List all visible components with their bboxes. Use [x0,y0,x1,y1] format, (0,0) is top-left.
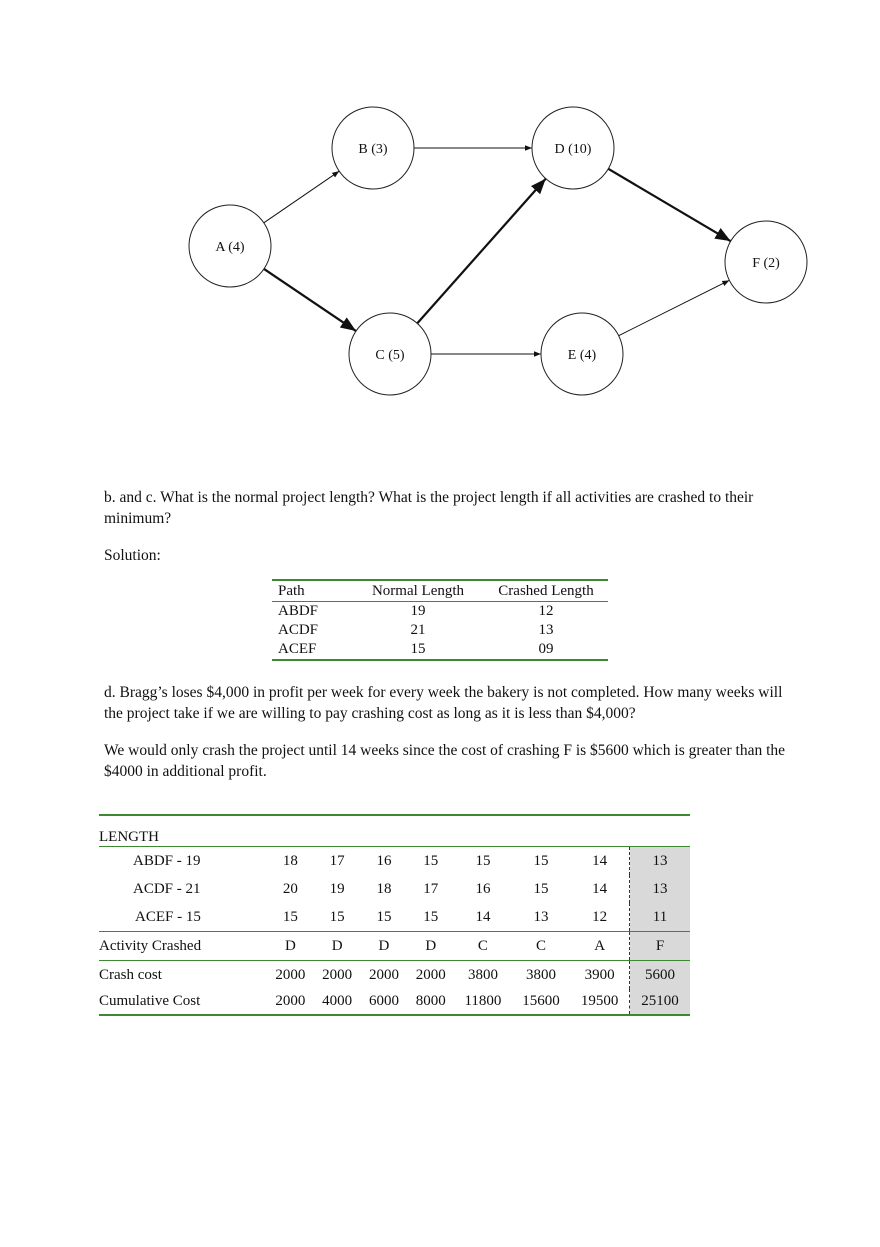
question-b-c: b. and c. What is the normal project length? What is the project length if all activities are crashed to their minimum? [104,489,754,527]
cell: C [512,932,570,961]
cell: 14 [475,908,491,925]
answer-d: We would only crash the project until 14 weeks since the cost of crashing F is $5600 which is greater than the $4000 in additional profit. [104,742,786,780]
path-length-table [272,579,608,661]
cell: 17 [329,852,345,869]
node-b [332,107,414,189]
cell: 15600 [512,989,570,1015]
question-d: d. Bragg’s loses $4,000 in profit per week for every week the bakery is not completed. How many weeks will the project take if we are willing to pay crashing cost as long as it is less than $4,000? [104,684,783,722]
node-label: B (3) [358,142,388,157]
crashed-length: 09 [484,640,608,660]
table-top-rule [99,815,690,828]
node-e [541,313,623,395]
node-label: F (2) [752,256,780,271]
length-header-row [99,828,690,847]
header-path: Path [272,580,352,602]
node-label: C (5) [375,348,405,363]
crash-cost-row [99,961,690,990]
cell: 18 [282,852,298,869]
node-label: E (4) [567,348,597,363]
project-network-diagram [0,0,880,440]
edge-a-b [264,171,339,223]
cell: 19500 [570,989,629,1015]
cell: 15 [329,908,345,925]
table-row [272,640,608,660]
cell: 2000 [267,989,314,1015]
path-label: ABDF - 19 [133,852,201,869]
cell: 15 [376,908,392,925]
cell-final: 5600 [630,961,691,990]
crash-schedule-table [99,814,690,1016]
cell: 2000 [415,966,446,983]
cell: D [267,932,314,961]
cell: 2000 [275,966,306,983]
path-name: ACDF [278,622,319,638]
cell: 15 [533,880,549,897]
cell: 16 [376,852,392,869]
cell: 11800 [454,989,512,1015]
length-label: LENGTH [99,828,267,847]
crashed-length: 13 [538,622,554,638]
cell-final: 11 [630,903,691,932]
cell: 15 [423,852,439,869]
node-label: A (4) [215,240,245,255]
cell: 3800 [525,966,556,983]
row-label: Activity Crashed [99,932,267,961]
path-label: ACDF - 21 [133,880,201,897]
cell: 17 [423,880,439,897]
cell: 12 [592,908,608,925]
node-label: D (10) [554,142,592,157]
edge-e-f [619,280,730,335]
cell: 3900 [584,966,615,983]
cell: 14 [592,880,608,897]
solution-label: Solution: [104,547,161,564]
cell: 16 [475,880,491,897]
normal-length: 19 [410,603,426,619]
cell: 6000 [361,989,408,1015]
normal-length: 21 [410,622,426,638]
path-table-header [272,580,608,602]
path-row-acef [99,903,690,932]
node-c [349,313,431,395]
node-d [532,107,614,189]
crashed-length: 12 [538,603,554,619]
node-f [725,221,807,303]
node-a [189,205,271,287]
cell: 2000 [368,966,399,983]
cell-final: 25100 [630,989,691,1015]
path-name: ACEF [272,640,352,660]
edge-c-d [417,179,546,324]
cumulative-cost-row [99,989,690,1015]
cell: 15 [423,908,439,925]
cell-final: F [630,932,691,961]
path-row-acdf [99,875,690,903]
path-name: ABDF [278,603,319,619]
cell: 14 [592,852,608,869]
cell: 15 [533,852,549,869]
path-row-abdf [99,847,690,876]
cell: 4000 [314,989,361,1015]
table-row [272,602,608,622]
cell: 3800 [467,966,498,983]
cell: 15 [475,852,491,869]
cell: C [454,932,512,961]
cell: 2000 [322,966,353,983]
cell: 20 [282,880,298,897]
path-label: ACEF - 15 [135,908,201,925]
activity-crashed-row [99,932,690,961]
normal-length: 15 [352,640,484,660]
header-normal-length: Normal Length [352,580,484,602]
cell: D [407,932,454,961]
cell: 8000 [407,989,454,1015]
row-label: Crash cost [99,966,162,983]
cell: D [361,932,408,961]
cell-final: 13 [630,847,691,876]
cell-final: 13 [630,875,691,903]
edge-a-c [264,269,356,331]
row-label: Cumulative Cost [99,989,267,1015]
edge-d-f [608,169,730,241]
header-crashed-length: Crashed Length [484,580,608,602]
cell: A [570,932,629,961]
cell: 18 [376,880,392,897]
cell: D [314,932,361,961]
cell: 13 [533,908,549,925]
cell: 15 [282,908,298,925]
cell: 19 [329,880,345,897]
table-row [272,621,608,640]
